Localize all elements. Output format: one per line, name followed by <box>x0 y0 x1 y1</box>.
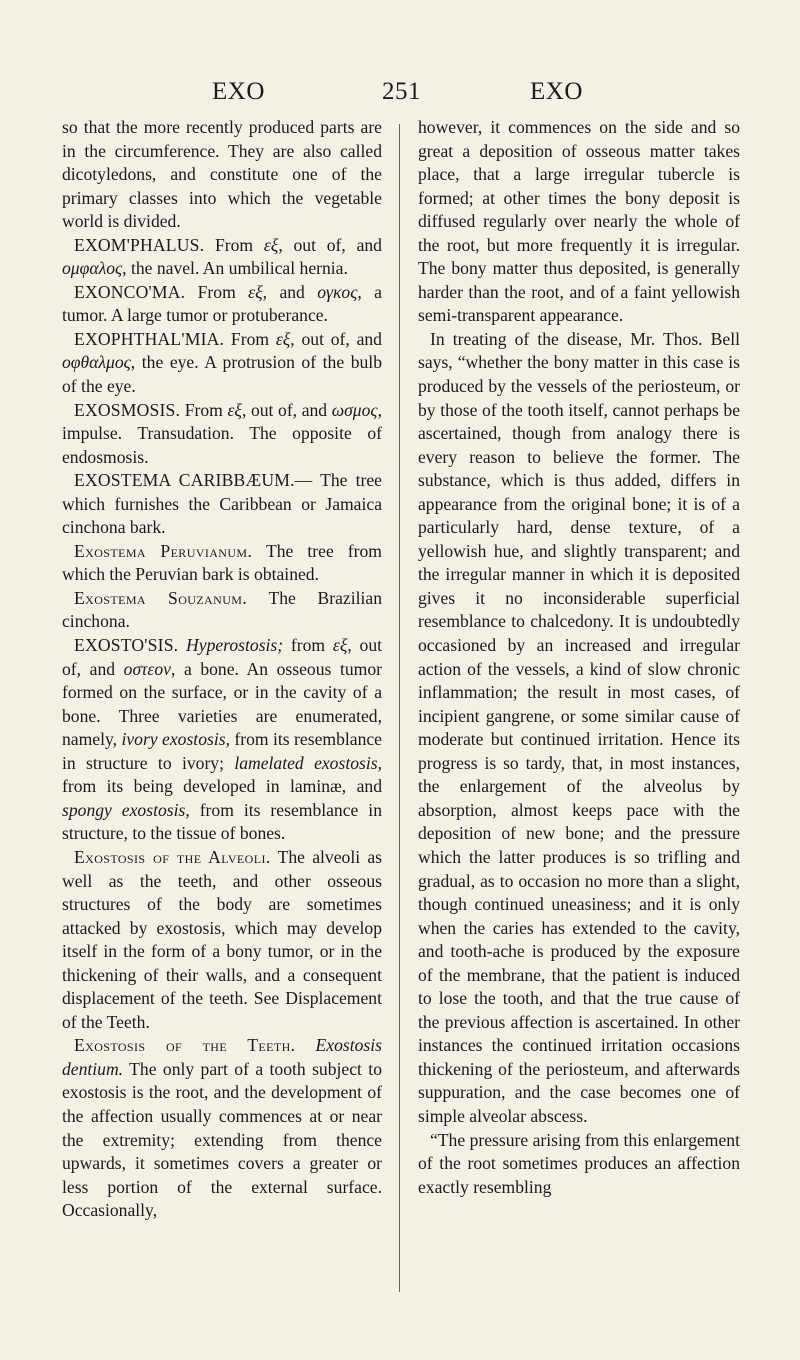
headword: Exostema Souzanum. <box>74 587 248 608</box>
header-left-guide-word: EXO <box>212 78 265 105</box>
quotation-paragraph: “The pressure arising from this enlargement of the root sometimes produces an affection exactly resembling <box>418 1129 740 1197</box>
column-divider <box>399 124 400 1292</box>
headword: Exostosis of the Teeth. <box>74 1035 296 1056</box>
variety-term: ivory exostosis, <box>121 729 230 750</box>
entry-exophthalmia: EXOPHTHAL'MIA. From εξ, out of, and οφθαλμος, the eye. A protrusion of the bulb of the eye. <box>62 328 382 397</box>
greek-word: ογκος <box>317 281 358 302</box>
entry-exoncoma: EXONCO'MA. From εξ, and ογκος, a tumor. A large tumor or protuberance. <box>62 281 382 326</box>
greek-word: εξ <box>263 234 279 255</box>
quotation-paragraph: In treating of the disease, Mr. Thos. Bell says, “whether the bony matter in this case is produced by the vessels of the periosteum, or by those of the tooth itself, cannot perhaps be ascertained, though from analogy there is every reason to believe the former. The substance, which is thus added, differs in appearance from the original bone; it is of a particularly hard, dense texture, of a yellowish hue, and slightly transparent; and the irregular manner in which it is deposited gives it no inconsiderable superficial resemblance to chalcedony. It is undoubtedly occasioned by an increased and irregular action of the vessels, a kind of slow chronic inflammation; the result in most cases, of incipient gangrene, or some similar cause of moderate but continued irritation. Hence its progress is so tardy, that, in most instances, the enlargement of the alveolus by absorption, almost keeps pace with the deposition of new bone; and the pressure which the latter produces is so trifling and gradual, as to occasion no more than a slight, though continued uneasiness; and it is only when the caries has extended to the cavity, and tooth-ache is produced by the exposure of the membrane, that the patient is induced to lose the tooth, and that the true cause of the previous affection is ascertained. In other instances the continued irritation occasions thickening of the periosteum, and afterwards suppuration, and the case becomes one of simple alveolar abscess. <box>418 328 740 1126</box>
headword: EXOSTO'SIS. <box>74 635 179 656</box>
headword: EXOPHTHAL'MIA. <box>74 328 225 349</box>
headword: Exostosis of the Alveoli. <box>74 846 271 867</box>
greek-word: εξ <box>275 328 291 349</box>
entry-exostosis: EXOSTO'SIS. Hyperostosis; from εξ, out of, and οστεον, a bone. An osseous tumor formed on the surface, or in the cavity of a bone. Three varieties are enumerated, namely, ivory exostosis, from its resemblance in structure to ivory; lamelated exostosis, from its being developed in laminæ, and spongy exostosis, from its resemblance in structure, to the tissue of bones. <box>62 635 383 844</box>
headword: EXOSMOSIS. <box>74 399 181 420</box>
entry-exostosis-of-the-teeth: Exostosis of the Teeth. Exostosis dentium. The only part of a tooth subject to exostosis is the root, and the development of the affection usually commences at or near the extremity; extending from thence upwards, it sometimes covers a greater or less portion of the external surface. Occasionally, <box>62 1035 382 1221</box>
entry-exomphalus: EXOM'PHALUS. From εξ, out of, and ομφαλος, the navel. An umbilical hernia. <box>62 234 382 279</box>
synonym: Hyperostosis; <box>178 635 284 656</box>
greek-word: οστεον <box>123 658 171 679</box>
page-number: 251 <box>382 78 421 105</box>
greek-word: οφθαλμος <box>62 352 131 373</box>
entry-exostosis-of-the-alveoli: Exostosis of the Alveoli. The alveoli as well as the teeth, and other osseous structures of the body are sometimes attacked by exostosis, which may develop itself in the form of a bony tumor, or in the thickening of their walls, and a consequent displacement of the teeth. See Displacement of the Teeth. <box>62 846 383 1032</box>
header-right-guide-word: EXO <box>530 78 583 105</box>
headword: EXONCO'MA. <box>74 281 186 302</box>
greek-word: ωσμος <box>331 399 378 420</box>
variety-term: spongy exostosis, <box>62 799 190 820</box>
greek-word: ομφαλος <box>62 258 123 279</box>
continued-paragraph: so that the more recently produced parts are in the circumference. They are also called dicotyledons, and constitute one of the primary classes into which the vegetable world is divided. <box>62 117 382 232</box>
right-column <box>418 116 740 1199</box>
greek-word: εξ <box>248 281 263 302</box>
continued-paragraph: however, it commences on the side and so great a deposition of osseous matter takes place, that a large irregular tubercle is formed; at other times the bony deposit is diffused regularly over nearly the whole of the root, but more frequently it is irregular. The bony matter thus deposited, is generally harder than the root, and of a faint yellowish semi-transparent appearance. <box>418 117 740 326</box>
entry-exostema-souzanum: Exostema Souzanum. The Brazilian cinchona. <box>62 587 382 632</box>
headword: EXOM'PHALUS. <box>74 234 205 255</box>
headword: Exostema Peruvianum. <box>74 540 253 561</box>
variety-term: lamelated exostosis, <box>234 752 382 773</box>
entry-exostema-caribbaeum: EXOSTEMA CARIBBÆUM.— The tree which furnishes the Caribbean or Jamaica cinchona bark. <box>62 470 382 538</box>
running-header <box>0 78 800 108</box>
entry-exosmosis: EXOSMOSIS. From εξ, out of, and ωσμος, impulse. Transudation. The opposite of endosmosis. <box>62 399 382 467</box>
headword: EXOSTEMA CARIBBÆUM. <box>74 470 295 491</box>
synonym: Exostosis dentium. <box>62 1035 382 1079</box>
left-column <box>62 116 382 1223</box>
entry-exostema-peruvianum: Exostema Peruvianum. The tree from which the Peruvian bark is obtained. <box>62 540 382 585</box>
greek-word: εξ <box>227 399 242 420</box>
greek-word: εξ <box>332 635 348 656</box>
